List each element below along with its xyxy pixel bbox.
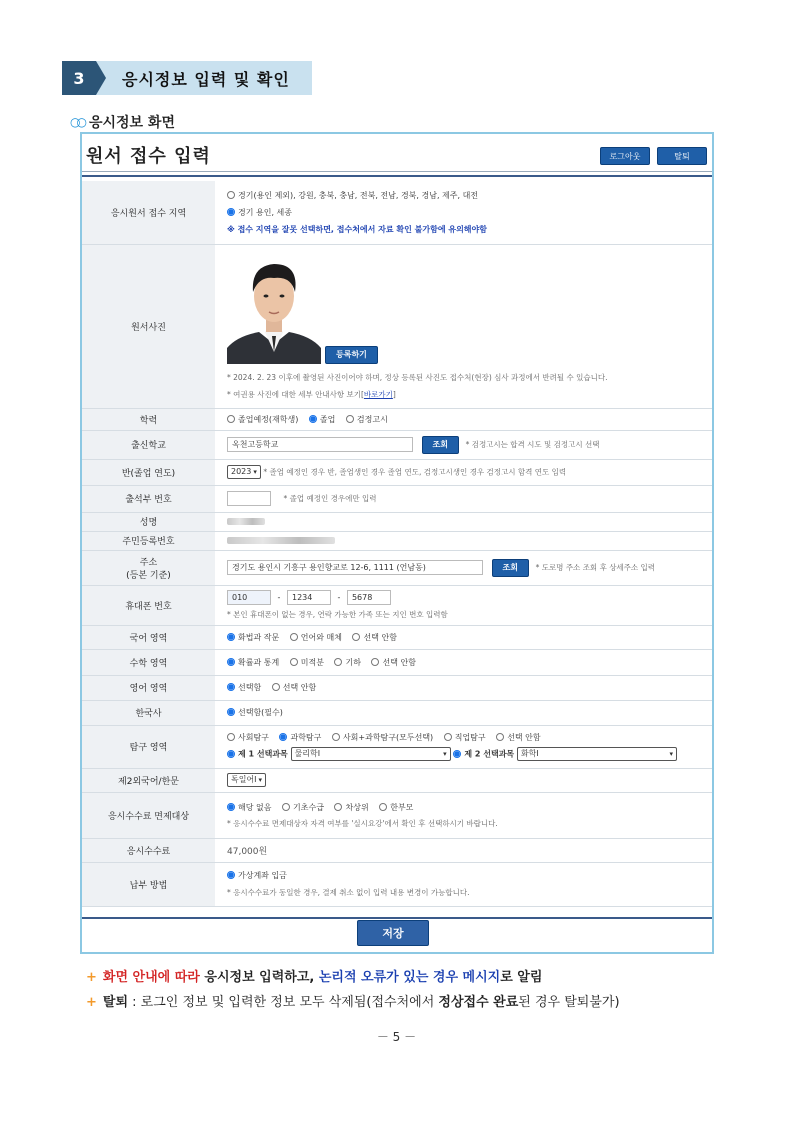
option-label: 검정고시 xyxy=(356,414,388,424)
option-label: 사회+과학탐구(모두선택) xyxy=(342,733,434,742)
bullet-text: : 로그인 정보 및 입력한 정보 모두 삭제됨(접수처에서 xyxy=(128,995,439,1010)
applicant-photo xyxy=(227,252,321,364)
field-label: 영어 영역 xyxy=(82,675,215,700)
field-label: 성명 xyxy=(82,512,215,531)
select-value: 2023 xyxy=(231,467,252,476)
withdraw-button[interactable]: 탈퇴 xyxy=(657,147,707,165)
region-opt1-radio[interactable] xyxy=(227,191,235,199)
attendance-note: * 졸업 예정인 경우에만 입력 xyxy=(283,494,377,503)
field-label-sub: (등본 기준) xyxy=(126,570,171,581)
korean-opt1-radio[interactable] xyxy=(227,633,235,641)
redacted-name xyxy=(227,518,265,525)
inquiry-sub2-marker xyxy=(453,750,461,758)
bullet-list xyxy=(86,965,620,1015)
payment-opt1-radio[interactable] xyxy=(227,871,235,879)
row-fee-exempt xyxy=(82,792,712,838)
divider xyxy=(82,917,712,919)
fee-value: 47,000원 xyxy=(215,838,712,862)
row-region xyxy=(82,181,712,244)
bullet-text: 논리적 오류가 있는 경우 메시지 xyxy=(318,970,501,985)
row-attendance xyxy=(82,485,712,512)
school-input[interactable]: 옥천고등학교 xyxy=(227,437,413,452)
inquiry-sub2-select[interactable] xyxy=(517,747,677,761)
bullet-item xyxy=(86,990,620,1015)
second-language-select[interactable] xyxy=(227,773,266,787)
section-title: 응시정보 입력 및 확인 xyxy=(106,61,312,95)
chevron-down-icon: ▾ xyxy=(669,750,673,758)
math-opt3-radio[interactable] xyxy=(334,658,342,666)
option-label: 언어와 매체 xyxy=(300,632,342,642)
row-resident-no xyxy=(82,531,712,550)
option-label: 기하 xyxy=(345,657,361,667)
subheading xyxy=(70,112,175,132)
form-table xyxy=(82,181,712,907)
inquiry-opt3-radio[interactable] xyxy=(332,733,340,741)
redacted-resident-number xyxy=(227,537,335,544)
phone-note: * 본인 휴대폰이 없는 경우, 연락 가능한 가족 또는 지인 번호 입력함 xyxy=(227,610,448,619)
row-address xyxy=(82,550,712,585)
field-label: 원서사진 xyxy=(82,244,215,408)
school-note: * 검정고시는 합격 시도 및 검정고시 선택 xyxy=(465,440,600,449)
education-opt3-radio[interactable] xyxy=(346,415,354,423)
region-opt2-radio[interactable] xyxy=(227,208,235,216)
inquiry-sub1-select[interactable] xyxy=(291,747,451,761)
korean-opt3-radio[interactable] xyxy=(352,633,360,641)
row-name xyxy=(82,512,712,531)
row-fee xyxy=(82,838,712,862)
math-opt1-radio[interactable] xyxy=(227,658,235,666)
bullet-text: 응시정보 입력하고, xyxy=(199,970,319,985)
math-opt2-radio[interactable] xyxy=(290,658,298,666)
bullet-item xyxy=(86,965,620,990)
education-opt2-radio[interactable] xyxy=(309,415,317,423)
option-label: 과학탐구 xyxy=(290,733,322,742)
attendance-input[interactable] xyxy=(227,491,271,506)
row-photo xyxy=(82,244,712,408)
option-label: 확률과 통계 xyxy=(238,657,280,667)
option-label: 졸업 xyxy=(319,414,336,424)
option-label: 직업탐구 xyxy=(454,733,486,742)
bracket-text: ] xyxy=(392,390,396,399)
education-opt1-radio[interactable] xyxy=(227,415,235,423)
photo-guide-text: * 여권용 사진에 대한 세부 안내사항 보기[ xyxy=(227,390,364,399)
photo-note: * 2024. 2. 23 이후에 촬영된 사진이어야 하며, 정상 등록된 사진도 접수처(현장) 심사 과정에서 반려될 수 있습니다. xyxy=(227,373,608,382)
english-opt1-radio[interactable] xyxy=(227,683,235,691)
option-label: 한부모 xyxy=(390,802,414,812)
option-label: 사회탐구 xyxy=(238,733,269,742)
chevron-down-icon: ▾ xyxy=(258,776,263,784)
option-label: 경기 용인, 세종 xyxy=(238,207,292,217)
region-warning: ※ 접수 지역을 잘못 선택하면, 접수처에서 자료 확인 불가함에 유의해야함 xyxy=(227,224,487,234)
logout-button[interactable]: 로그아웃 xyxy=(600,147,650,165)
option-label: 화법과 작문 xyxy=(238,632,280,642)
math-opt4-radio[interactable] xyxy=(371,658,379,666)
select-value: 화학I xyxy=(520,749,539,758)
photo-guide-link[interactable]: 바로가기 xyxy=(363,390,393,399)
dash: - xyxy=(277,593,281,602)
chevron-down-icon: ▾ xyxy=(443,750,447,758)
option-label: 미적분 xyxy=(300,657,324,667)
grad-year-select[interactable] xyxy=(227,465,261,479)
option-label: 선택 안함 xyxy=(507,733,541,742)
field-label: 응시수수료 면제대상 xyxy=(82,792,215,838)
option-label: 선택 안함 xyxy=(363,632,397,642)
section-heading xyxy=(62,61,312,95)
inquiry-opt1-radio[interactable] xyxy=(227,733,235,741)
row-second-language xyxy=(82,768,712,792)
fee-exempt-note: * 응시수수료 면제대상자 자격 여부를 '실시요강'에서 확인 후 선택하시기 바랍니다. xyxy=(227,818,498,828)
phone-part1-input[interactable]: 010 xyxy=(227,590,271,605)
field-label: 국어 영역 xyxy=(82,625,215,649)
bullet-text: 된 경우 탈퇴불가) xyxy=(518,995,620,1010)
school-search-button[interactable]: 조회 xyxy=(422,436,459,454)
select-value: 물리학I xyxy=(294,749,321,758)
field-label: 주민등록번호 xyxy=(82,531,215,550)
plus-icon: + xyxy=(86,970,97,985)
chevron-right-icon xyxy=(96,61,106,95)
field-label: 한국사 xyxy=(82,700,215,725)
option-label: 해당 없음 xyxy=(238,802,272,812)
option-label: 가상계좌 입금 xyxy=(238,871,287,880)
address-input[interactable]: 경기도 용인시 기흥구 용인향교로 12-6, 1111 (언남동) xyxy=(227,560,483,575)
fee-exempt-opt1-radio[interactable] xyxy=(227,803,235,811)
option-label: 차상위 xyxy=(345,802,369,812)
plus-icon: + xyxy=(86,995,97,1010)
korean-opt2-radio[interactable] xyxy=(290,633,298,641)
inquiry-sub1-marker xyxy=(227,750,235,758)
row-korean xyxy=(82,625,712,649)
address-note: * 도로명 주소 조회 후 상세주소 입력 xyxy=(535,563,656,572)
row-school xyxy=(82,430,712,459)
divider xyxy=(82,171,712,172)
fee-exempt-opt2-radio[interactable] xyxy=(282,803,290,811)
field-label: 수학 영역 xyxy=(82,649,215,675)
fee-exempt-opt3-radio[interactable] xyxy=(334,803,342,811)
bullet-text: 화면 안내에 따라 xyxy=(102,970,200,985)
option-label: 선택함 xyxy=(238,683,262,692)
row-education xyxy=(82,408,712,430)
bullet-text: 로 알림 xyxy=(500,970,543,985)
field-label: 출석부 번호 xyxy=(82,485,215,512)
field-label: 반(졸업 연도) xyxy=(82,459,215,485)
row-phone xyxy=(82,585,712,625)
fee-exempt-opt4-radio[interactable] xyxy=(379,803,387,811)
application-form-screenshot xyxy=(80,132,714,954)
row-history xyxy=(82,700,712,725)
history-opt1-radio[interactable] xyxy=(227,708,235,716)
option-label: 기초수급 xyxy=(293,802,324,812)
field-label: 휴대폰 번호 xyxy=(82,585,215,625)
phone-part3-input[interactable]: 5678 xyxy=(347,590,391,605)
grad-year-note: * 졸업 예정인 경우 반, 졸업생인 경우 졸업 연도, 검정고시생인 경우 검정고시 합격 연도 입력 xyxy=(263,467,567,477)
inquiry-opt5-radio[interactable] xyxy=(496,733,504,741)
subheading-text: 응시정보 화면 xyxy=(88,115,175,131)
option-label: 선택함(필수) xyxy=(238,708,283,717)
field-label: 납부 방법 xyxy=(82,862,215,906)
select-value: 독일어I xyxy=(231,775,257,784)
section-number: 3 xyxy=(62,61,96,95)
row-english xyxy=(82,675,712,700)
dash: - xyxy=(337,593,341,602)
save-button[interactable]: 저장 xyxy=(357,920,429,946)
link-rings-icon: ○○ xyxy=(70,115,83,129)
row-math xyxy=(82,649,712,675)
field-label: 제2외국어/한문 xyxy=(82,768,215,792)
inquiry-opt2-radio[interactable] xyxy=(279,733,287,741)
field-label: 학력 xyxy=(82,408,215,430)
option-label: 선택 안함 xyxy=(382,657,416,667)
inquiry-opt4-radio[interactable] xyxy=(444,733,452,741)
option-label: 경기(용인 제외), 강원, 충북, 충남, 전북, 전남, 경북, 경남, 제주, 대전 xyxy=(238,190,479,200)
field-label: 주소 xyxy=(139,557,158,568)
field-label: 출신학교 xyxy=(82,430,215,459)
field-label: 탐구 영역 xyxy=(82,725,215,768)
sub1-label: 제 1 선택과목 xyxy=(238,749,288,759)
phone-part2-input[interactable]: 1234 xyxy=(287,590,331,605)
row-inquiry xyxy=(82,725,712,768)
sub2-label: 제 2 선택과목 xyxy=(464,749,515,759)
option-label: 졸업예정(재학생) xyxy=(238,414,299,424)
option-label: 선택 안함 xyxy=(282,683,317,692)
register-photo-button[interactable]: 등록하기 xyxy=(325,346,378,364)
english-opt2-radio[interactable] xyxy=(272,683,280,691)
chevron-down-icon: ▾ xyxy=(253,468,257,476)
page-number: － 5 － xyxy=(376,1030,417,1044)
form-title: 원서 접수 입력 xyxy=(86,146,211,167)
divider xyxy=(82,175,712,177)
row-grad-year xyxy=(82,459,712,485)
field-label: 응시수수료 xyxy=(82,838,215,862)
field-label: 응시원서 접수 지역 xyxy=(82,181,215,244)
bullet-text: 탈퇴 xyxy=(102,995,129,1010)
payment-note: * 응시수수료가 동일한 경우, 결제 취소 없이 입력 내용 변경이 가능합니다. xyxy=(227,888,470,897)
address-search-button[interactable]: 조회 xyxy=(492,559,529,577)
bullet-text: 정상접수 완료 xyxy=(438,995,519,1010)
row-payment xyxy=(82,862,712,906)
